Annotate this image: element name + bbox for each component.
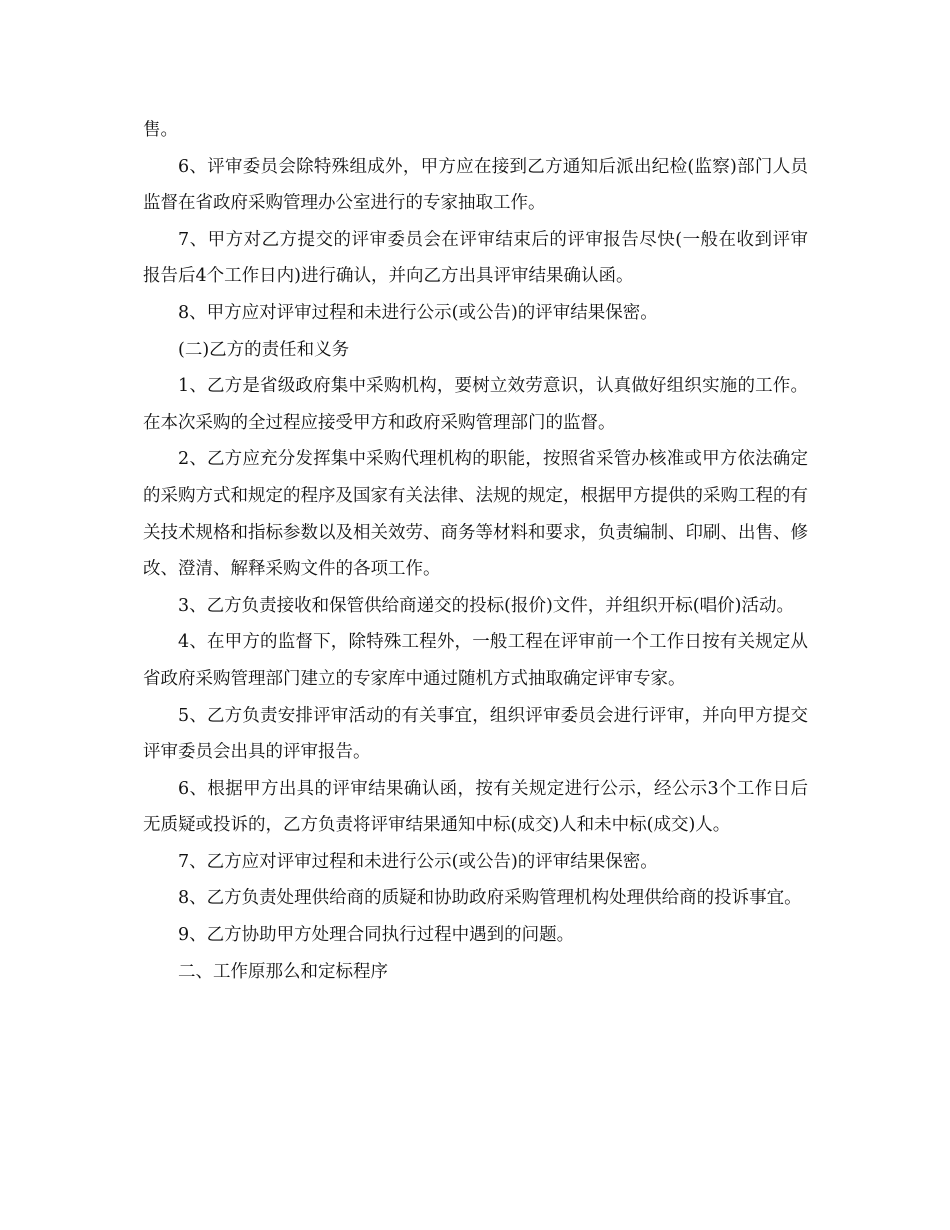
document-body bbox=[143, 112, 808, 990]
paragraph: 9、乙方协助甲方处理合同执行过程中遇到的问题。 bbox=[178, 925, 575, 946]
section-heading: (二)乙方的责任和义务 bbox=[178, 339, 350, 360]
paragraph: 8、乙方负责处理供给商的质疑和协助政府采购管理机构处理供给商的投诉事宜。 bbox=[178, 888, 802, 909]
section-heading: 二、工作原那么和定标程序 bbox=[178, 961, 388, 982]
paragraph: 4、在甲方的监督下，除特殊工程外，一般工程在评审前一个工作日按有关规定从省政府采购管理部门建立的专家库中通过随机方式抽取确定评审专家。 bbox=[143, 632, 808, 689]
paragraph: 1、乙方是省级政府集中采购机构，要树立效劳意识，认真做好组织实施的工作。在本次采购的全过程应接受甲方和政府采购管理部门的监督。 bbox=[143, 376, 808, 433]
paragraph: 5、乙方负责安排评审活动的有关事宜，组织评审委员会进行评审，并向甲方提交评审委员会出具的评审报告。 bbox=[143, 705, 808, 763]
paragraph: 售。 bbox=[143, 120, 178, 140]
paragraph: 6、根据甲方出具的评审结果确认函，按有关规定进行公示，经公示3个工作日后无质疑或投诉的，乙方负责将评审结果通知中标(成交)人和未中标(成交)人。 bbox=[143, 778, 808, 836]
paragraph: 7、乙方应对评审过程和未进行公示(或公告)的评审结果保密。 bbox=[178, 851, 658, 872]
paragraph: 8、甲方应对评审过程和未进行公示(或公告)的评审结果保密。 bbox=[178, 302, 658, 323]
paragraph: 7、甲方对乙方提交的评审委员会在评审结束后的评审报告尽快(一般在收到评审报告后4个工作日内)进行确认，并向乙方出具评审结果确认函。 bbox=[143, 229, 808, 287]
paragraph: 3、乙方负责接收和保管供给商递交的投标(报价)文件，并组织开标(唱价)活动。 bbox=[178, 595, 794, 616]
paragraph: 2、乙方应充分发挥集中采购代理机构的职能，按照省采管办核准或甲方依法确定的采购方式和规定的程序及国家有关法律、法规的规定，根据甲方提供的采购工程的有关技术规格和指标参数以及相关效劳、商务等材料和要求，负责编制、印刷、出售、修改、澄清、解释采购文件的各项工作。 bbox=[143, 449, 808, 580]
paragraph: 6、评审委员会除特殊组成外，甲方应在接到乙方通知后派出纪检(监察)部门人员监督在省政府采购管理办公室进行的专家抽取工作。 bbox=[143, 156, 808, 214]
